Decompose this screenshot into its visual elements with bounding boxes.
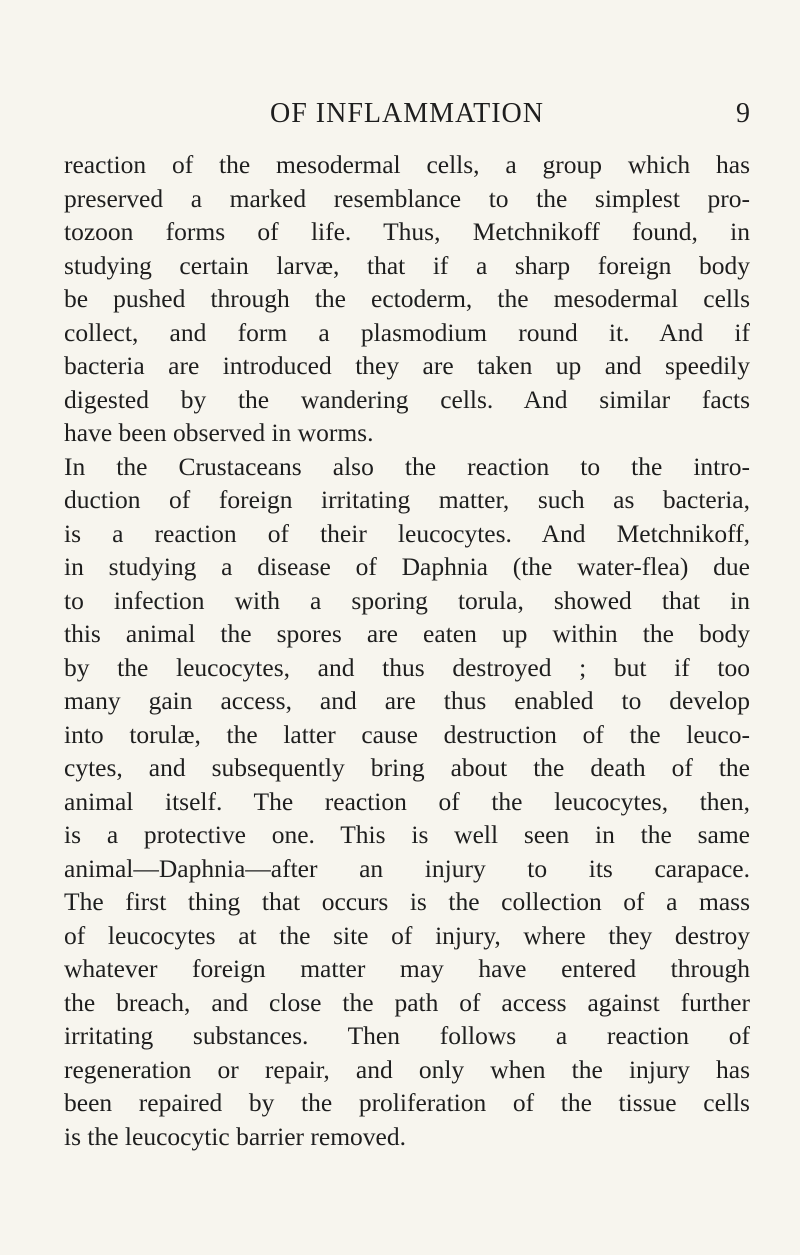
text-line: cytes, and subsequently bring about the death of the <box>64 753 750 782</box>
text-line: to infection with a sporing torula, showed that in <box>64 585 750 615</box>
text-line: this animal the spores are eaten up within the body <box>64 619 750 648</box>
text-line: is a reaction of their leucocytes. And Metchnikoff, <box>64 518 750 548</box>
text-line: been repaired by the proliferation of the tissue cells <box>64 1088 750 1117</box>
text-line: into torulæ, the latter cause destruction of the leuco- <box>64 719 750 749</box>
text-line: In the Crustaceans also the reaction to the intro- <box>64 451 750 481</box>
text-line: studying certain larvæ, that if a sharp foreign body <box>64 250 750 280</box>
running-title: OF INFLAMMATION <box>269 98 544 129</box>
text-line: whatever foreign matter may have entered through <box>64 954 750 983</box>
text-line: the breach, and close the path of access against further <box>64 987 750 1017</box>
page-header <box>64 94 750 134</box>
text-line: digested by the wandering cells. And similar facts <box>64 384 750 414</box>
text-line: many gain access, and are thus enabled to develop <box>64 686 750 715</box>
text-line: irritating substances. Then follows a reaction of <box>64 1021 750 1050</box>
text-line: be pushed through the ectoderm, the mesodermal cells <box>64 284 750 313</box>
text-line: in studying a disease of Daphnia (the water-flea) due <box>64 552 750 581</box>
text-line: have been observed in worms. <box>64 418 374 447</box>
body-text <box>64 148 750 1153</box>
text-line: duction of foreign irritating matter, such as bacteria, <box>64 485 750 514</box>
text-line: reaction of the mesodermal cells, a group which has <box>64 150 750 179</box>
text-line: animal—Daphnia—after an injury to its carapace. <box>64 853 750 883</box>
text-line: of leucocytes at the site of injury, where they destroy <box>64 920 750 950</box>
text-line: regeneration or repair, and only when the injury has <box>64 1054 750 1084</box>
text-line: is the leucocytic barrier removed. <box>64 1121 406 1151</box>
text-line: bacteria are introduced they are taken up and speedily <box>64 351 750 380</box>
text-line: is a protective one. This is well seen in the same <box>64 820 750 849</box>
text-line: preserved a marked resemblance to the simplest pro- <box>64 183 750 213</box>
page-number: 9 <box>736 98 750 129</box>
text-line: animal itself. The reaction of the leucocytes, then, <box>64 786 750 816</box>
text-line: The first thing that occurs is the collection of a mass <box>64 887 750 916</box>
text-line: collect, and form a plasmodium round it. And if <box>64 317 750 347</box>
text-line: tozoon forms of life. Thus, Metchnikoff found, in <box>64 217 750 246</box>
text-line: by the leucocytes, and thus destroyed ; but if too <box>64 652 750 682</box>
